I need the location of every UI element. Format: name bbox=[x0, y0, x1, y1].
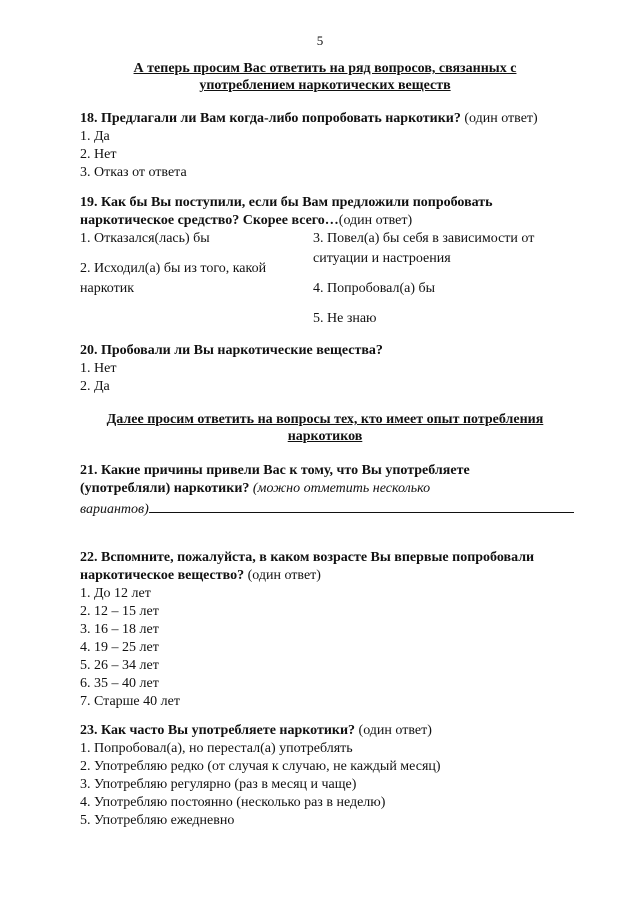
question-20-title: 20. Пробовали ли Вы наркотические вещества? bbox=[80, 343, 383, 358]
question-21-answer-row bbox=[80, 498, 580, 519]
answer-option-continuation: ситуации и настроения bbox=[313, 251, 451, 266]
answer-option[interactable]: 3. Отказ от ответа bbox=[80, 165, 187, 180]
answer-option[interactable]: 2. 12 – 15 лет bbox=[80, 604, 159, 619]
question-19 bbox=[80, 194, 580, 230]
question-note: (один ответ) bbox=[358, 723, 432, 738]
question-20 bbox=[80, 342, 580, 396]
answer-option[interactable]: 5. 26 – 34 лет bbox=[80, 658, 159, 673]
answer-option[interactable]: 6. 35 – 40 лет bbox=[80, 676, 159, 691]
question-title-text: наркотическое вещество? bbox=[80, 568, 245, 583]
question-21 bbox=[80, 462, 580, 519]
question-21-title-line2 bbox=[80, 480, 580, 498]
question-19-title-line2 bbox=[80, 212, 580, 230]
question-note: (один ответ) bbox=[247, 568, 321, 583]
section-heading-line: А теперь просим Вас ответить на ряд вопросов, связанных с bbox=[133, 61, 517, 76]
answer-option[interactable]: 3. Употребляю регулярно (раз в месяц и чаще) bbox=[80, 777, 357, 792]
answer-option[interactable]: 3. Повел(а) бы себя в зависимости от bbox=[313, 231, 535, 246]
answer-option[interactable]: 7. Старше 40 лет bbox=[80, 694, 180, 709]
answer-option[interactable]: 4. Попробовал(а) бы bbox=[313, 281, 436, 296]
free-answer-line[interactable] bbox=[149, 498, 574, 513]
section-heading-line: наркотиков bbox=[287, 429, 363, 444]
question-note: вариантов) bbox=[80, 502, 149, 517]
question-title-text: (употребляли) наркотики? bbox=[80, 481, 250, 496]
answer-option[interactable]: 2. Да bbox=[80, 379, 110, 394]
section-heading-experience bbox=[80, 411, 570, 445]
question-note: (один ответ) bbox=[464, 111, 538, 126]
question-19-right-column bbox=[313, 230, 573, 328]
answer-option[interactable]: 2. Употребляю редко (от случая к случаю, не каждый месяц) bbox=[80, 759, 441, 774]
answer-option[interactable]: 4. 19 – 25 лет bbox=[80, 640, 159, 655]
answer-option[interactable]: 4. Употребляю постоянно (несколько раз в неделю) bbox=[80, 795, 386, 810]
question-19-left-column bbox=[80, 230, 295, 298]
answer-option-continuation: наркотик bbox=[80, 281, 135, 296]
answer-option[interactable]: 5. Не знаю bbox=[313, 311, 377, 326]
answer-option[interactable]: 1. Попробовал(а), но перестал(а) употреблять bbox=[80, 741, 353, 756]
question-22-title: 22. Вспомните, пожалуйста, в каком возрасте Вы впервые попробовали bbox=[80, 550, 535, 565]
question-19-title bbox=[80, 194, 580, 212]
answer-option[interactable]: 2. Нет bbox=[80, 147, 117, 162]
question-note: (один ответ) bbox=[338, 213, 413, 228]
section-heading-line: употреблением наркотических веществ bbox=[199, 78, 451, 93]
answer-option[interactable]: 1. До 12 лет bbox=[80, 586, 151, 601]
answer-option[interactable]: 5. Употребляю ежедневно bbox=[80, 813, 235, 828]
question-22-title-line2 bbox=[80, 567, 580, 585]
question-title-text: 23. Как часто Вы употребляете наркотики? bbox=[80, 723, 356, 738]
question-22 bbox=[80, 549, 580, 711]
question-23 bbox=[80, 722, 580, 830]
page-number: 5 bbox=[316, 33, 324, 48]
section-heading-drug-use bbox=[80, 60, 570, 94]
answer-option[interactable]: 3. 16 – 18 лет bbox=[80, 622, 159, 637]
question-23-title bbox=[80, 722, 580, 740]
answer-option[interactable]: 1. Отказался(лась) бы bbox=[80, 231, 210, 246]
answer-option[interactable]: 2. Исходил(а) бы из того, какой bbox=[80, 261, 267, 276]
question-title-text: 19. Как бы Вы поступили, если бы Вам предложили попробовать bbox=[80, 195, 493, 210]
question-title-text: 18. Предлагали ли Вам когда-либо попробовать наркотики? bbox=[80, 111, 461, 126]
answer-option[interactable]: 1. Да bbox=[80, 129, 110, 144]
question-title-text: наркотическое средство? Скорее всего… bbox=[80, 213, 339, 228]
question-18 bbox=[80, 110, 580, 182]
section-heading-line: Далее просим ответить на вопросы тех, кто имеет опыт потребления bbox=[106, 412, 544, 427]
question-21-title: 21. Какие причины привели Вас к тому, что Вы употребляете bbox=[80, 463, 470, 478]
question-18-title bbox=[80, 110, 580, 128]
question-note: (можно отметить несколько bbox=[252, 481, 431, 496]
answer-option[interactable]: 1. Нет bbox=[80, 361, 117, 376]
